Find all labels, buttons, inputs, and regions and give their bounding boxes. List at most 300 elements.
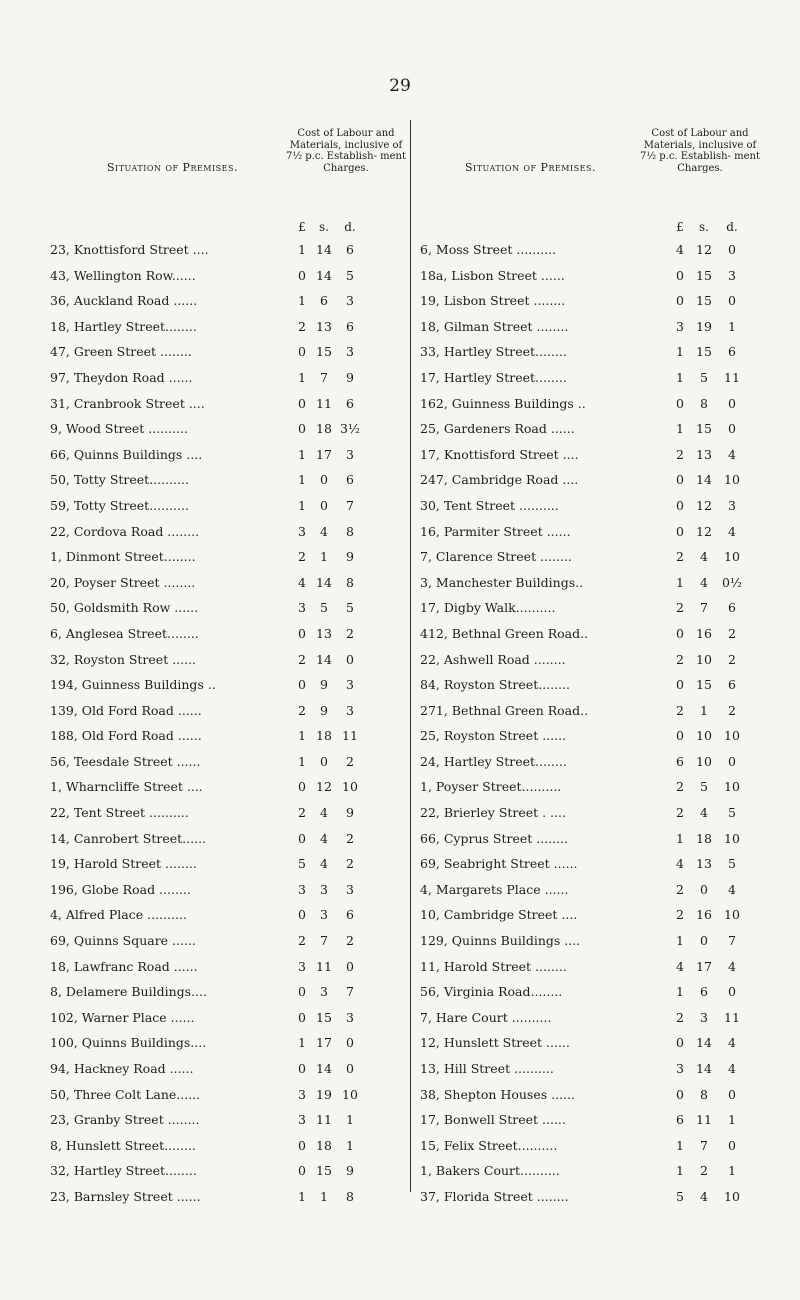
shillings-left: 12 bbox=[316, 779, 332, 795]
premises-name-right: 37, Florida Street ........ bbox=[420, 1188, 569, 1204]
shillings-left: 11 bbox=[316, 1112, 332, 1128]
premises-name-left: 9, Wood Street .......... bbox=[50, 421, 189, 437]
shillings-right: 4 bbox=[700, 805, 708, 821]
shillings-left: 13 bbox=[316, 625, 332, 641]
premises-name-left: 22, Tent Street .......... bbox=[50, 805, 189, 821]
pence-right: 5 bbox=[728, 805, 736, 821]
pence-left: 9 bbox=[346, 369, 354, 385]
pence-left: 1 bbox=[346, 1137, 354, 1153]
shillings-left: 13 bbox=[316, 318, 332, 334]
premises-name-left: 139, Old Ford Road ...... bbox=[50, 702, 202, 718]
pence-left: 0 bbox=[346, 958, 354, 974]
premises-name-right: 162, Guinness Buildings .. bbox=[420, 395, 586, 411]
shillings-right: 0 bbox=[700, 933, 708, 949]
pounds-right: 6 bbox=[676, 1112, 684, 1128]
pounds-right: 0 bbox=[676, 625, 684, 641]
pounds-right: 2 bbox=[676, 600, 684, 616]
pounds-left: 3 bbox=[298, 1086, 306, 1102]
table-row bbox=[50, 396, 762, 422]
pounds-left: 1 bbox=[298, 472, 306, 488]
pounds-left: 0 bbox=[298, 1009, 306, 1025]
premises-name-right: 12, Hunslett Street ...... bbox=[420, 1035, 570, 1051]
pounds-left: 0 bbox=[298, 677, 306, 693]
shillings-right: 18 bbox=[696, 830, 712, 846]
pounds-left: 0 bbox=[298, 267, 306, 283]
pounds-left: 1 bbox=[298, 293, 306, 309]
premises-name-right: 33, Hartley Street........ bbox=[420, 344, 567, 360]
shillings-left: 18 bbox=[316, 728, 332, 744]
pounds-left: 1 bbox=[298, 1035, 306, 1051]
shillings-right: 1 bbox=[700, 702, 708, 718]
premises-name-right: 84, Royston Street........ bbox=[420, 677, 571, 693]
pounds-right: 2 bbox=[676, 702, 684, 718]
shillings-left: 14 bbox=[316, 242, 332, 257]
premises-name-left: 32, Royston Street ...... bbox=[50, 651, 197, 667]
page-number: 29 bbox=[389, 76, 411, 96]
shillings-right: 11 bbox=[696, 1112, 712, 1128]
pounds-right: 2 bbox=[676, 446, 684, 462]
pounds-left: 2 bbox=[298, 549, 306, 565]
table-row bbox=[50, 1061, 762, 1087]
pence-left: 0 bbox=[346, 1035, 354, 1051]
pounds-left: 2 bbox=[298, 805, 306, 821]
premises-name-right: 18a, Lisbon Street ...... bbox=[420, 267, 565, 283]
pounds-left: 2 bbox=[298, 933, 306, 949]
premises-name-right: 412, Bethnal Green Road.. bbox=[420, 625, 589, 641]
table-row bbox=[50, 370, 762, 396]
pounds-right: 1 bbox=[676, 369, 684, 385]
pence-left: 0 bbox=[346, 1061, 354, 1076]
pence-left: 3 bbox=[346, 1009, 354, 1025]
cost-table bbox=[50, 128, 762, 1215]
pence-right: 7 bbox=[728, 933, 736, 949]
shillings-right: 15 bbox=[696, 267, 712, 283]
pence-right: 6 bbox=[728, 677, 736, 693]
premises-name-left: 4, Alfred Place .......... bbox=[50, 907, 187, 923]
shillings-right: 4 bbox=[700, 574, 708, 590]
pounds-right: 2 bbox=[676, 805, 684, 821]
pounds-left: 0 bbox=[298, 779, 306, 795]
premises-name-right: 7, Clarence Street ........ bbox=[420, 549, 572, 565]
premises-name-left: 56, Teesdale Street ...... bbox=[50, 753, 201, 769]
pounds-right: 1 bbox=[676, 1137, 684, 1153]
shillings-right: 5 bbox=[700, 779, 708, 795]
pence-left: 2 bbox=[346, 625, 354, 641]
table-header bbox=[50, 128, 762, 220]
shillings-right: 15 bbox=[696, 344, 712, 360]
pence-left: 0 bbox=[346, 651, 354, 667]
premises-name-right: 69, Seabright Street ...... bbox=[420, 856, 578, 872]
pence-left: 8 bbox=[346, 523, 354, 539]
pounds-right: 4 bbox=[676, 958, 684, 974]
premises-name-right: 1, Poyser Street.......... bbox=[420, 779, 562, 795]
premises-name-right: 4, Margarets Place ...... bbox=[420, 881, 569, 897]
premises-name-right: 7, Hare Court .......... bbox=[420, 1009, 552, 1025]
pounds-right: 2 bbox=[676, 651, 684, 667]
pounds-left: 2 bbox=[298, 702, 306, 718]
pence-left: 6 bbox=[346, 242, 354, 257]
shillings-right: 3 bbox=[700, 1009, 708, 1025]
pence-right: 11 bbox=[724, 1009, 740, 1025]
premises-name-left: 50, Totty Street.......... bbox=[50, 472, 189, 488]
pence-right: 4 bbox=[728, 1035, 736, 1051]
pence-left: 10 bbox=[342, 1086, 358, 1102]
shillings-right: 4 bbox=[700, 549, 708, 565]
shillings-left: 15 bbox=[316, 1009, 332, 1025]
pence-right: 11 bbox=[724, 369, 740, 385]
shillings-right: 6 bbox=[700, 984, 708, 1000]
table-row bbox=[50, 293, 762, 319]
pence-right: 0 bbox=[728, 984, 736, 1000]
premises-name-left: 102, Warner Place ...... bbox=[50, 1009, 195, 1025]
premises-name-left: 23, Barnsley Street ...... bbox=[50, 1188, 201, 1204]
pounds-left: 3 bbox=[298, 881, 306, 897]
table-row bbox=[50, 242, 762, 268]
premises-name-right: 30, Tent Street .......... bbox=[420, 497, 559, 513]
pence-right: 0½ bbox=[721, 574, 743, 590]
shillings-left: 3 bbox=[320, 907, 328, 923]
shillings-right: 7 bbox=[700, 600, 708, 616]
header-cost-left: Cost of Labour and Materials, inclusive of 7½ p.c. Establish- ment Charges. bbox=[286, 128, 406, 174]
pence-left: 11 bbox=[342, 728, 358, 744]
shillings-left: 5 bbox=[320, 600, 328, 616]
table-row bbox=[50, 1087, 762, 1113]
pounds-left: 3 bbox=[298, 523, 306, 539]
premises-name-left: 22, Cordova Road ........ bbox=[50, 523, 200, 539]
pounds-right: 1 bbox=[676, 984, 684, 1000]
shillings-right: 8 bbox=[700, 1086, 708, 1102]
premises-name-left: 50, Goldsmith Row ...... bbox=[50, 600, 199, 616]
premises-name-left: 23, Knottisford Street .... bbox=[50, 242, 209, 257]
shillings-left: 17 bbox=[316, 1035, 332, 1051]
pence-left: 6 bbox=[346, 907, 354, 923]
premises-name-left: 8, Delamere Buildings.... bbox=[50, 984, 207, 1000]
shillings-right: 19 bbox=[696, 318, 712, 334]
pence-right: 2 bbox=[728, 702, 736, 718]
shillings-right: 14 bbox=[696, 1035, 712, 1051]
premises-name-left: 94, Hackney Road ...... bbox=[50, 1061, 194, 1076]
premises-name-right: 56, Virginia Road........ bbox=[420, 984, 563, 1000]
table-row bbox=[50, 575, 762, 601]
premises-name-left: 31, Cranbrook Street .... bbox=[50, 395, 205, 411]
pence-right: 1 bbox=[728, 1112, 736, 1128]
premises-name-right: 66, Cyprus Street ........ bbox=[420, 830, 569, 846]
table-row bbox=[50, 984, 762, 1010]
pounds-left: 0 bbox=[298, 1163, 306, 1179]
premises-name-left: 36, Auckland Road ...... bbox=[50, 293, 198, 309]
pounds-left: 1 bbox=[298, 753, 306, 769]
pence-left: 3 bbox=[346, 446, 354, 462]
pence-left: 2 bbox=[346, 933, 354, 949]
premises-name-left: 18, Lawfranc Road ...... bbox=[50, 958, 198, 974]
pence-left: 2 bbox=[346, 753, 354, 769]
table-row bbox=[50, 1138, 762, 1164]
shillings-left: 17 bbox=[316, 446, 332, 462]
table-row bbox=[50, 626, 762, 652]
shillings-right: 5 bbox=[700, 369, 708, 385]
table-row bbox=[50, 1112, 762, 1138]
pence-right: 3 bbox=[728, 497, 736, 513]
shillings-right: 2 bbox=[700, 1163, 708, 1179]
table-row bbox=[50, 1189, 762, 1215]
header-situation-right: Situation of Premises. bbox=[465, 161, 596, 174]
pence-right: 2 bbox=[728, 625, 736, 641]
premises-name-left: 47, Green Street ........ bbox=[50, 344, 192, 360]
premises-name-left: 1, Dinmont Street........ bbox=[50, 549, 196, 565]
pounds-left: 5 bbox=[298, 856, 306, 872]
shillings-right: 0 bbox=[700, 881, 708, 897]
pounds-right: 2 bbox=[676, 907, 684, 923]
pounds-left: 0 bbox=[298, 421, 306, 437]
shillings-right: 12 bbox=[696, 497, 712, 513]
pence-right: 0 bbox=[728, 395, 736, 411]
pence-left: 3 bbox=[346, 677, 354, 693]
pounds-left: 0 bbox=[298, 984, 306, 1000]
table-row bbox=[50, 268, 762, 294]
pounds-right: 0 bbox=[676, 497, 684, 513]
table-row bbox=[50, 1010, 762, 1036]
pounds-left: 1 bbox=[298, 242, 306, 257]
premises-name-left: 97, Theydon Road ...... bbox=[50, 369, 193, 385]
pence-right: 6 bbox=[728, 344, 736, 360]
premises-name-right: 17, Bonwell Street ...... bbox=[420, 1112, 566, 1128]
shillings-left: 14 bbox=[316, 1061, 332, 1076]
pounds-left: 0 bbox=[298, 395, 306, 411]
pounds-right: 4 bbox=[676, 856, 684, 872]
pence-left: 5 bbox=[346, 600, 354, 616]
premises-name-left: 59, Totty Street.......... bbox=[50, 497, 189, 513]
premises-name-right: 25, Gardeners Road ...... bbox=[420, 421, 575, 437]
pounds-left: 1 bbox=[298, 369, 306, 385]
shillings-right: 12 bbox=[696, 242, 712, 257]
pounds-left: 0 bbox=[298, 830, 306, 846]
premises-name-right: 15, Felix Street.......... bbox=[420, 1137, 558, 1153]
pence-left: 10 bbox=[342, 779, 358, 795]
table-row bbox=[50, 959, 762, 985]
unit-pounds-left: £ bbox=[298, 220, 306, 234]
premises-name-right: 271, Bethnal Green Road.. bbox=[420, 702, 589, 718]
pence-left: 1 bbox=[346, 1112, 354, 1128]
shillings-right: 15 bbox=[696, 421, 712, 437]
shillings-left: 7 bbox=[320, 933, 328, 949]
shillings-left: 18 bbox=[316, 1137, 332, 1153]
shillings-left: 7 bbox=[320, 369, 328, 385]
pounds-right: 5 bbox=[676, 1188, 684, 1204]
pence-right: 0 bbox=[728, 753, 736, 769]
pounds-left: 0 bbox=[298, 625, 306, 641]
premises-name-left: 6, Anglesea Street........ bbox=[50, 625, 199, 641]
pounds-left: 3 bbox=[298, 600, 306, 616]
pounds-right: 0 bbox=[676, 1035, 684, 1051]
pence-left: 6 bbox=[346, 318, 354, 334]
premises-name-left: 20, Poyser Street ........ bbox=[50, 574, 196, 590]
table-row bbox=[50, 498, 762, 524]
pounds-right: 0 bbox=[676, 293, 684, 309]
pounds-right: 1 bbox=[676, 830, 684, 846]
pounds-right: 3 bbox=[676, 318, 684, 334]
pounds-right: 4 bbox=[676, 242, 684, 257]
unit-pounds-right: £ bbox=[676, 220, 684, 234]
premises-name-left: 188, Old Ford Road ...... bbox=[50, 728, 202, 744]
premises-name-left: 196, Globe Road ........ bbox=[50, 881, 191, 897]
unit-pence-left: d. bbox=[344, 220, 356, 234]
shillings-left: 14 bbox=[316, 574, 332, 590]
table-row bbox=[50, 319, 762, 345]
shillings-left: 6 bbox=[320, 293, 328, 309]
premises-name-right: 13, Hill Street .......... bbox=[420, 1061, 554, 1076]
shillings-right: 14 bbox=[696, 1061, 712, 1076]
table-row bbox=[50, 677, 762, 703]
shillings-right: 13 bbox=[696, 856, 712, 872]
pounds-right: 1 bbox=[676, 574, 684, 590]
pence-right: 10 bbox=[724, 907, 740, 923]
unit-shillings-left: s. bbox=[319, 220, 329, 234]
shillings-right: 7 bbox=[700, 1137, 708, 1153]
pence-left: 2 bbox=[346, 830, 354, 846]
pounds-right: 2 bbox=[676, 549, 684, 565]
pence-right: 6 bbox=[728, 600, 736, 616]
premises-name-right: 247, Cambridge Road .... bbox=[420, 472, 579, 488]
pence-right: 4 bbox=[728, 881, 736, 897]
pence-right: 10 bbox=[724, 1188, 740, 1204]
premises-name-right: 16, Parmiter Street ...... bbox=[420, 523, 571, 539]
pence-left: 3 bbox=[346, 344, 354, 360]
table-row bbox=[50, 907, 762, 933]
shillings-left: 1 bbox=[320, 549, 328, 565]
pence-right: 1 bbox=[728, 318, 736, 334]
pence-left: 7 bbox=[346, 984, 354, 1000]
pounds-right: 0 bbox=[676, 728, 684, 744]
table-row bbox=[50, 728, 762, 754]
pence-left: 5 bbox=[346, 267, 354, 283]
shillings-right: 10 bbox=[696, 651, 712, 667]
pounds-right: 0 bbox=[676, 523, 684, 539]
premises-name-right: 22, Ashwell Road ........ bbox=[420, 651, 566, 667]
pounds-left: 1 bbox=[298, 1188, 306, 1204]
table-row bbox=[50, 600, 762, 626]
shillings-right: 12 bbox=[696, 523, 712, 539]
pounds-right: 1 bbox=[676, 421, 684, 437]
pence-right: 0 bbox=[728, 1137, 736, 1153]
pence-right: 4 bbox=[728, 523, 736, 539]
pence-right: 10 bbox=[724, 779, 740, 795]
table-row bbox=[50, 882, 762, 908]
shillings-left: 19 bbox=[316, 1086, 332, 1102]
pounds-left: 1 bbox=[298, 446, 306, 462]
pounds-left: 0 bbox=[298, 344, 306, 360]
shillings-left: 1 bbox=[320, 1188, 328, 1204]
table-row bbox=[50, 652, 762, 678]
shillings-left: 11 bbox=[316, 958, 332, 974]
shillings-right: 17 bbox=[696, 958, 712, 974]
premises-name-right: 19, Lisbon Street ........ bbox=[420, 293, 566, 309]
shillings-left: 0 bbox=[320, 497, 328, 513]
premises-name-left: 100, Quinns Buildings.... bbox=[50, 1035, 207, 1051]
pence-right: 4 bbox=[728, 446, 736, 462]
premises-name-right: 17, Knottisford Street .... bbox=[420, 446, 579, 462]
pence-left: 8 bbox=[346, 1188, 354, 1204]
premises-name-left: 8, Hunslett Street........ bbox=[50, 1137, 196, 1153]
pence-right: 10 bbox=[724, 549, 740, 565]
pounds-right: 3 bbox=[676, 1061, 684, 1076]
premises-name-right: 17, Hartley Street........ bbox=[420, 369, 567, 385]
table-row bbox=[50, 831, 762, 857]
shillings-left: 14 bbox=[316, 267, 332, 283]
table-row bbox=[50, 524, 762, 550]
unit-pence-right: d. bbox=[726, 220, 738, 234]
pence-left: 6 bbox=[346, 472, 354, 488]
pounds-left: 4 bbox=[298, 574, 306, 590]
shillings-left: 0 bbox=[320, 472, 328, 488]
premises-name-left: 43, Wellington Row...... bbox=[50, 267, 196, 283]
shillings-right: 4 bbox=[700, 1188, 708, 1204]
shillings-left: 15 bbox=[316, 344, 332, 360]
pounds-right: 1 bbox=[676, 1163, 684, 1179]
premises-name-right: 18, Gilman Street ........ bbox=[420, 318, 569, 334]
table-row bbox=[50, 754, 762, 780]
shillings-left: 4 bbox=[320, 523, 328, 539]
premises-name-left: 14, Canrobert Street...... bbox=[50, 830, 207, 846]
pounds-left: 0 bbox=[298, 1061, 306, 1076]
pence-right: 5 bbox=[728, 856, 736, 872]
premises-name-left: 1, Wharncliffe Street .... bbox=[50, 779, 203, 795]
shillings-right: 10 bbox=[696, 753, 712, 769]
pence-right: 3 bbox=[728, 267, 736, 283]
shillings-left: 0 bbox=[320, 753, 328, 769]
pounds-left: 0 bbox=[298, 907, 306, 923]
pounds-right: 0 bbox=[676, 395, 684, 411]
shillings-left: 9 bbox=[320, 702, 328, 718]
shillings-right: 15 bbox=[696, 677, 712, 693]
table-row bbox=[50, 344, 762, 370]
pence-right: 2 bbox=[728, 651, 736, 667]
pence-left: 3 bbox=[346, 702, 354, 718]
pence-left: 3½ bbox=[339, 421, 361, 437]
pounds-right: 0 bbox=[676, 472, 684, 488]
premises-name-left: 19, Harold Street ........ bbox=[50, 856, 197, 872]
pence-right: 0 bbox=[728, 421, 736, 437]
table-row bbox=[50, 805, 762, 831]
pence-left: 9 bbox=[346, 805, 354, 821]
table-row bbox=[50, 472, 762, 498]
pounds-right: 1 bbox=[676, 933, 684, 949]
pounds-left: 3 bbox=[298, 958, 306, 974]
column-divider bbox=[410, 120, 411, 1192]
header-situation-left: Situation of Premises. bbox=[107, 161, 238, 174]
premises-name-left: 18, Hartley Street........ bbox=[50, 318, 197, 334]
shillings-right: 15 bbox=[696, 293, 712, 309]
shillings-left: 3 bbox=[320, 881, 328, 897]
shillings-left: 9 bbox=[320, 677, 328, 693]
pounds-right: 6 bbox=[676, 753, 684, 769]
shillings-left: 4 bbox=[320, 830, 328, 846]
pence-left: 3 bbox=[346, 293, 354, 309]
premises-name-right: 11, Harold Street ........ bbox=[420, 958, 567, 974]
shillings-left: 14 bbox=[316, 651, 332, 667]
pounds-left: 1 bbox=[298, 497, 306, 513]
pence-left: 3 bbox=[346, 881, 354, 897]
pence-left: 7 bbox=[346, 497, 354, 513]
pence-left: 8 bbox=[346, 574, 354, 590]
premises-name-right: 22, Brierley Street . .... bbox=[420, 805, 567, 821]
premises-name-left: 32, Hartley Street........ bbox=[50, 1163, 197, 1179]
table-row bbox=[50, 549, 762, 575]
pence-right: 10 bbox=[724, 830, 740, 846]
shillings-right: 8 bbox=[700, 395, 708, 411]
premises-name-right: 1, Bakers Court.......... bbox=[420, 1163, 560, 1179]
shillings-left: 11 bbox=[316, 395, 332, 411]
pounds-right: 2 bbox=[676, 1009, 684, 1025]
